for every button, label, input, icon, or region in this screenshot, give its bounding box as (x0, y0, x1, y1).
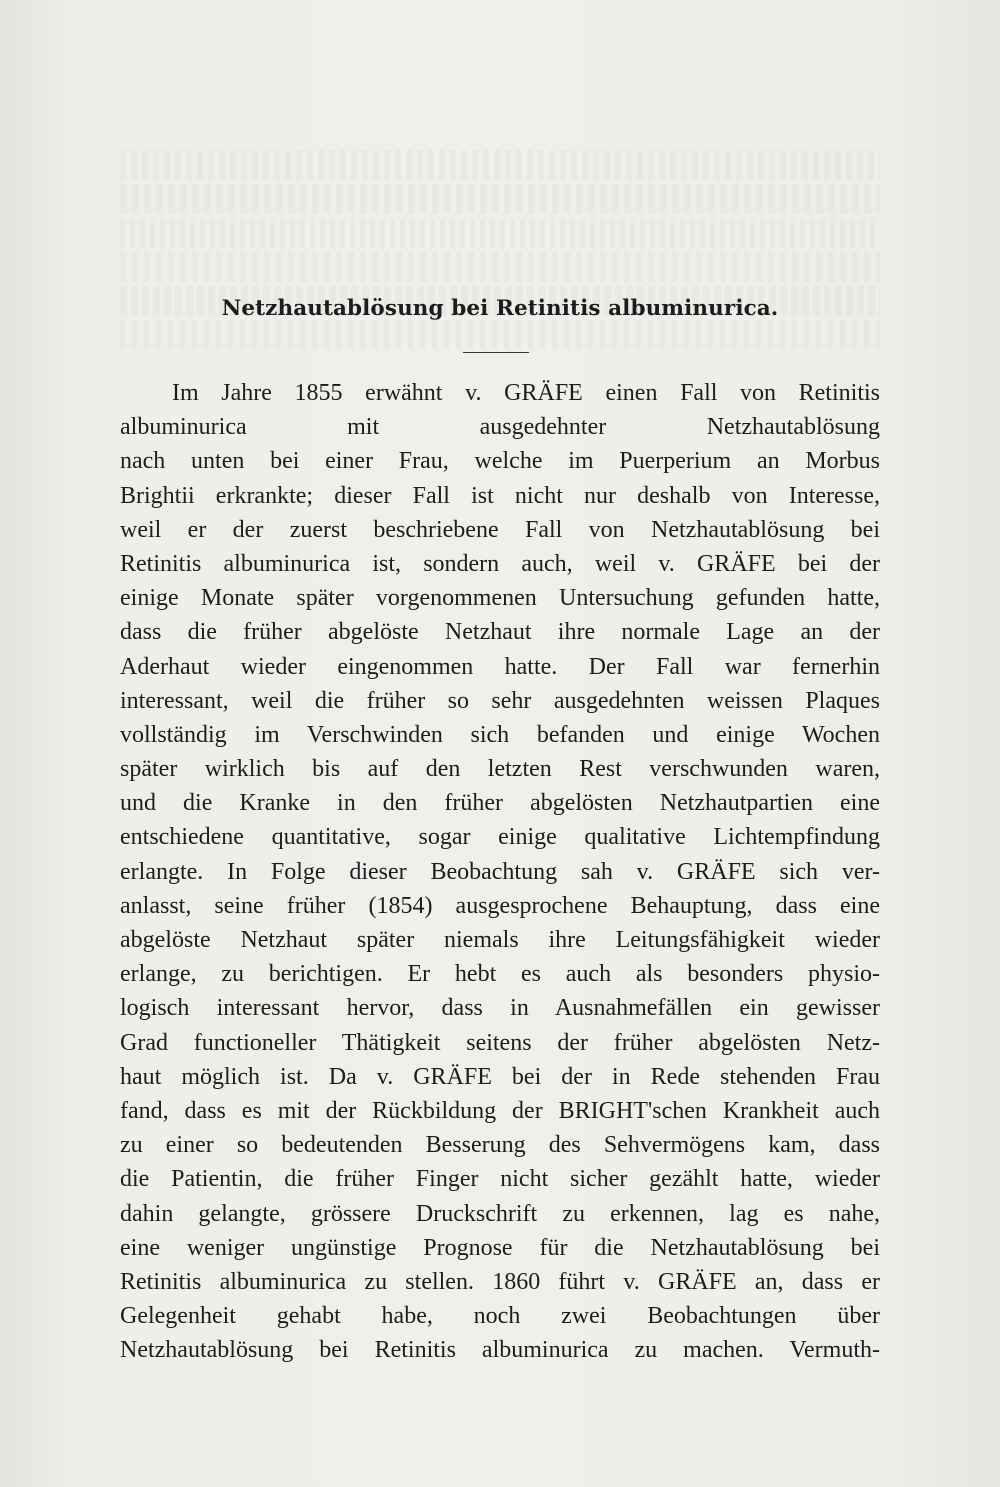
section-heading: Netzhautablösung bei Retinitis albuminurica. (221, 296, 779, 321)
text-line: Aderhaut wieder eingenommen hatte. Der Fall war fernerhin (120, 653, 880, 680)
text-line: vollständig im Verschwinden sich befanden und einige Wochen (120, 721, 880, 748)
text-line: logisch interessant hervor, dass in Ausnahmefällen ein gewisser (120, 995, 880, 1022)
text-line: Netzhautablösung bei Retinitis albuminurica zu machen. Vermuth- (120, 1337, 880, 1364)
text-line: anlasst, seine früher (1854) ausgesprochene Behauptung, dass eine (120, 892, 880, 919)
text-line: entschiedene quantitative, sogar einige qualitative Lichtempfindung (120, 824, 880, 851)
text-line: Gelegenheit gehabt habe, noch zwei Beobachtungen über (120, 1303, 880, 1330)
text-line: zu einer so bedeutenden Besserung des Sehvermögens kam, dass (120, 1132, 880, 1159)
text-line: Grad functioneller Thätigkeit seitens der früher abgelösten Netz- (120, 1029, 880, 1056)
text-line: weil er der zuerst beschriebene Fall von Netzhautablösung bei (120, 516, 880, 543)
text-line: erlange, zu berichtigen. Er hebt es auch als besonders physio- (120, 961, 880, 988)
text-line: interessant, weil die früher so sehr ausgedehnten weissen Plaques (120, 687, 880, 714)
text-line: Retinitis albuminurica zu stellen. 1860 führt v. GRÄFE an, dass er (120, 1268, 880, 1295)
text-line: einige Monate später vorgenommenen Untersuchung gefunden hatte, (120, 585, 880, 612)
text-line: Im Jahre 1855 erwähnt v. GRÄFE einen Fall von Retinitis (172, 380, 880, 406)
text-line: und die Kranke in den früher abgelösten Netzhautpartien eine (120, 790, 880, 817)
text-line: fand, dass es mit der Rückbildung der BRIGHT'schen Krankheit auch (120, 1097, 880, 1124)
text-line: albuminurica mit ausgedehnter Netzhautablösung (120, 414, 880, 441)
text-line: dass die früher abgelöste Netzhaut ihre normale Lage an der (120, 619, 880, 646)
bleed-through-texture (120, 140, 880, 400)
text-line: erlangte. In Folge dieser Beobachtung sah v. GRÄFE sich ver- (120, 858, 880, 885)
text-line: nach unten bei einer Frau, welche im Puerperium an Morbus (120, 448, 880, 475)
heading-divider (463, 352, 529, 353)
text-line: Brightii erkrankte; dieser Fall ist nicht nur deshalb von Interesse, (120, 482, 880, 509)
text-line: später wirklich bis auf den letzten Rest verschwunden waren, (120, 756, 880, 783)
text-line: eine weniger ungünstige Prognose für die Netzhautablösung bei (120, 1234, 880, 1261)
body-paragraph (120, 376, 880, 1367)
text-line: abgelöste Netzhaut später niemals ihre Leitungsfähigkeit wieder (120, 927, 880, 953)
text-line: dahin gelangte, grössere Druckschrift zu erkennen, lag es nahe, (120, 1200, 880, 1227)
text-line: Retinitis albuminurica ist, sondern auch, weil v. GRÄFE bei der (120, 550, 880, 577)
text-line: die Patientin, die früher Finger nicht sicher gezählt hatte, wieder (120, 1166, 880, 1193)
text-line: haut möglich ist. Da v. GRÄFE bei der in Rede stehenden Frau (120, 1063, 880, 1090)
